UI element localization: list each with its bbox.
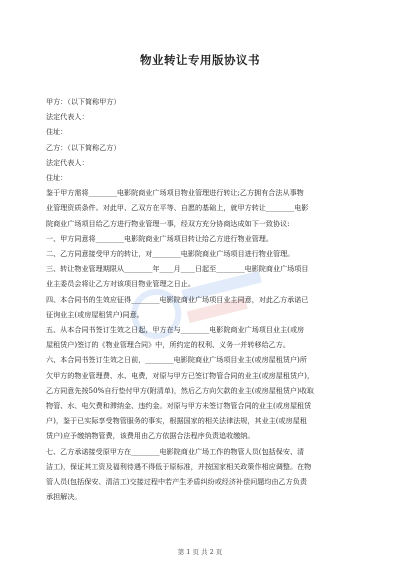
paragraph-line: 四、本合同书的生效应征得________电影院商业广场项目业主同意，对此乙方承诺已 [46, 294, 309, 304]
paragraph-line: 二、乙方同意接受甲方的转让，对________电影院商业广场项目进行物业管理。 [46, 249, 295, 259]
paragraph-line: 物管、水、电欠费和滞纳金、违约金。对原与甲方未签订物管合同的业主(或房屋租赁 [46, 401, 312, 411]
paragraph-line: 欠甲方的物业管理费、水、电费，对原与甲方已签订物管合同的业主(或房屋租赁户)， [46, 370, 315, 380]
paragraph-line: 七、乙方承诺接受原甲方在________电影院商业广场工作的物管人员(包括保安、清 [46, 446, 305, 456]
paragraph-line: 甲方：（以下简称甲方） [46, 97, 121, 106]
paragraph-line: 五、从本合同书签订生效之日起，甲方在与________电影院商业广场项目业主(或房 [46, 325, 305, 335]
paragraph-line: 赁户)应予缴纳物管费，该费用由乙方依据合法程序负责追收缴纳。 [46, 431, 255, 441]
document-body [46, 94, 358, 504]
paragraph-line: 住址： [46, 127, 68, 137]
paragraph-line: 三、转让物业管理期限从________年____月____日起至________电影院商业广场项目 [46, 264, 309, 274]
page-footer: 第 1 页 共 2 页 [177, 548, 223, 556]
paragraph-line: 六、本合同书签订生效之日前，________电影院商业广场项目业主(或房屋租赁户)所 [46, 355, 307, 365]
paragraph-line: 乙方同意先按50%自行垫付甲方(附清单)，然后乙方向欠款的业主(或房屋租赁户)收取 [46, 385, 315, 395]
paragraph-line: 征询业主(或房屋租赁户)同意。 [46, 309, 144, 319]
paragraph-line: 院商业广场项目给乙方进行物业管理一事，经双方充分协商达成如下一致协议: [46, 218, 290, 228]
paragraph-line: 管人员(包括保安、清洁工)交接过程中若产生矛盾纠纷或经济补偿问题均由乙方负责 [46, 477, 307, 487]
paragraph-line: 一、甲方同意将________电影院商业广场项目转让给乙方进行物业管理。 [46, 233, 273, 243]
paragraph-line: 业管理资质条件。对此甲、乙双方在平等、自愿的基础上，就甲方转让________电影 [46, 203, 309, 213]
paragraph-line: 洁工)，保证其工资及福利待遇不得低于原标准，并按国家相关政策作相应调整。在物 [46, 461, 312, 471]
paragraph-line: 法定代表人： [46, 157, 89, 167]
paragraph-line: 鉴于甲方需将________电影院商业广场项目物业管理进行转让;乙方拥有合法从事物 [46, 188, 304, 198]
paragraph-line: 法定代表人： [46, 112, 89, 122]
paragraph-line: 乙方：（以下简称乙方） [46, 142, 121, 152]
paragraph-line: 业主委员会将让乙方对该项目物业管理之日止。 [46, 279, 195, 289]
paragraph-line: 承担解决。 [46, 492, 82, 502]
document-title: 物业转让专用版协议书 [140, 53, 260, 67]
paragraph-line: 住址： [46, 173, 68, 183]
paragraph-line: 户)，鉴于已实际享受物管服务的事实，根据国家的相关法律法规，其业主(或房屋租 [46, 416, 307, 426]
paragraph-line: 屋租赁户)签订的《物业管理合同》中，所约定的权利、义务一并转移给乙方。 [46, 340, 290, 350]
